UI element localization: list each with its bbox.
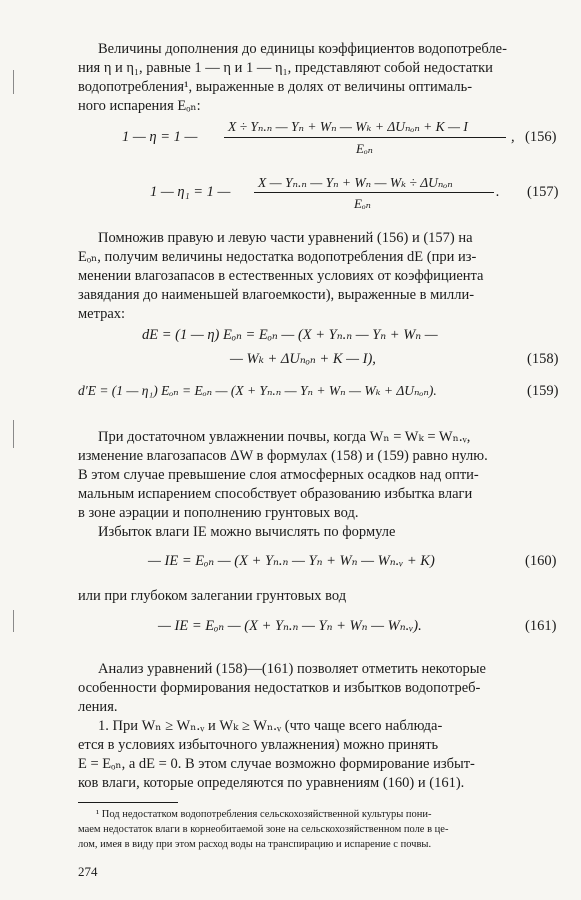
- paragraph-line: ков влаги, которые определяются по уравнениям (160) и (161).: [78, 775, 465, 791]
- equation-157-lhs: 1 — η₁ = 1 —: [150, 184, 231, 200]
- equation-156-tail: ,: [511, 129, 515, 145]
- paragraph-line: E = Eₒₙ, а dE = 0. В этом случае возможно формирование избыт-: [78, 756, 475, 772]
- paragraph-line: метрах:: [78, 306, 126, 322]
- scan-margin-mark: [13, 420, 14, 448]
- footnote-line: ¹ Под недостатком водопотребления сельскохозяйственной культуры пони-: [96, 809, 432, 820]
- equation-156-number: (156): [525, 129, 557, 145]
- paragraph-line: мальным испарением способствует образованию избытка влаги: [78, 486, 473, 502]
- footnote-line: маем недостаток влаги в корнеобитаемой зоне на сельскохозяйственном поле в це-: [78, 824, 449, 835]
- equation-160-number: (160): [525, 553, 557, 569]
- paragraph-line: В этом случае превышение слоя атмосферных осадков над опти-: [78, 467, 479, 483]
- paragraph-line: в зоне аэрации и пополнению грунтовых вод.: [78, 505, 359, 521]
- equation-159-line: d′E = (1 — η₁) Eₒₙ = Eₒₙ — (X + Yₙ.ₙ — Yₙ + Wₙ — Wₖ + ΔUₙₒₙ).: [78, 383, 437, 398]
- equation-159-number: (159): [527, 383, 559, 399]
- paragraph-line: ется в условиях избыточного увлажнения) можно принять: [78, 737, 439, 753]
- page-number: 274: [78, 864, 98, 879]
- equation-156-denominator: Eₒₙ: [356, 141, 373, 156]
- paragraph-line: менении влагозапасов в естественных условиях от коэффициента: [78, 268, 484, 284]
- equation-158-line-2: — Wₖ + ΔUₙₒₙ + K — I),: [230, 351, 376, 367]
- scan-margin-mark: [13, 610, 14, 632]
- paragraph-line: водопотребления¹, выраженные в долях от величины оптималь-: [78, 79, 473, 95]
- equation-156-numerator: X ÷ Yₙ.ₙ — Yₙ + Wₙ — Wₖ + ΔUₙₒₙ + K — I: [228, 119, 468, 134]
- equation-157-number: (157): [527, 184, 559, 200]
- paragraph-line: ления.: [78, 699, 118, 715]
- paragraph-line: или при глубоком залегании грунтовых вод: [78, 588, 347, 604]
- paragraph-line: Избыток влаги IE можно вычислять по формуле: [98, 524, 396, 540]
- paragraph-line: ного испарения Eₒₙ:: [78, 98, 201, 114]
- equation-157-denominator: Eₒₙ: [354, 196, 371, 211]
- equation-161-line: — IE = Eₒₙ — (X + Yₙ.ₙ — Yₙ + Wₙ — Wₙ.ᵥ).: [158, 618, 422, 634]
- equation-156-lhs: 1 — η = 1 —: [122, 129, 198, 145]
- paragraph-line: Величины дополнения до единицы коэффициентов водопотребле-: [98, 41, 507, 57]
- paragraph-line: ния η и η₁, равные 1 — η и 1 — η₁, представляют собой недостатки: [78, 60, 493, 76]
- equation-157-numerator: X — Yₙ.ₙ — Yₙ + Wₙ — Wₖ ÷ ΔUₙₒₙ: [258, 175, 453, 190]
- equation-158-line-1: dE = (1 — η) Eₒₙ = Eₒₙ — (X + Yₙ.ₙ — Yₙ + Wₙ —: [142, 327, 438, 343]
- equation-161-number: (161): [525, 618, 557, 634]
- paragraph-line: изменение влагозапасов ΔW в формулах (158) и (159) равно нулю.: [78, 448, 488, 464]
- equation-158-number: (158): [527, 351, 559, 367]
- equation-156-fraction-bar: [224, 137, 506, 138]
- paragraph-line: Eₒₙ, получим величины недостатка водопотребления dE (при из-: [78, 249, 477, 265]
- footnote-line: лом, имея в виду при этом расход воды на транспирацию и испарение с почвы.: [78, 839, 432, 850]
- paragraph-line: особенности формирования недостатков и избытков водопотреб-: [78, 680, 481, 696]
- paragraph-line: завядания до наименьшей влагоемкости), выраженные в милли-: [78, 287, 475, 303]
- scan-margin-mark: [13, 70, 14, 94]
- paragraph-line: Анализ уравнений (158)—(161) позволяет отметить некоторые: [98, 661, 486, 677]
- equation-157-tail: .: [496, 184, 500, 200]
- paragraph-line: 1. При Wₙ ≥ Wₙ.ᵥ и Wₖ ≥ Wₙ.ᵥ (что чаще всего наблюда-: [98, 718, 443, 734]
- paragraph-line: При достаточном увлажнении почвы, когда Wₙ = Wₖ = Wₙ.ᵥ,: [98, 429, 471, 445]
- equation-160-line: — IE = Eₒₙ — (X + Yₙ.ₙ — Yₙ + Wₙ — Wₙ.ᵥ + K): [148, 553, 435, 569]
- equation-157-fraction-bar: [254, 192, 494, 193]
- footnote-rule: [78, 802, 178, 803]
- paragraph-line: Помножив правую и левую части уравнений (156) и (157) на: [98, 230, 473, 246]
